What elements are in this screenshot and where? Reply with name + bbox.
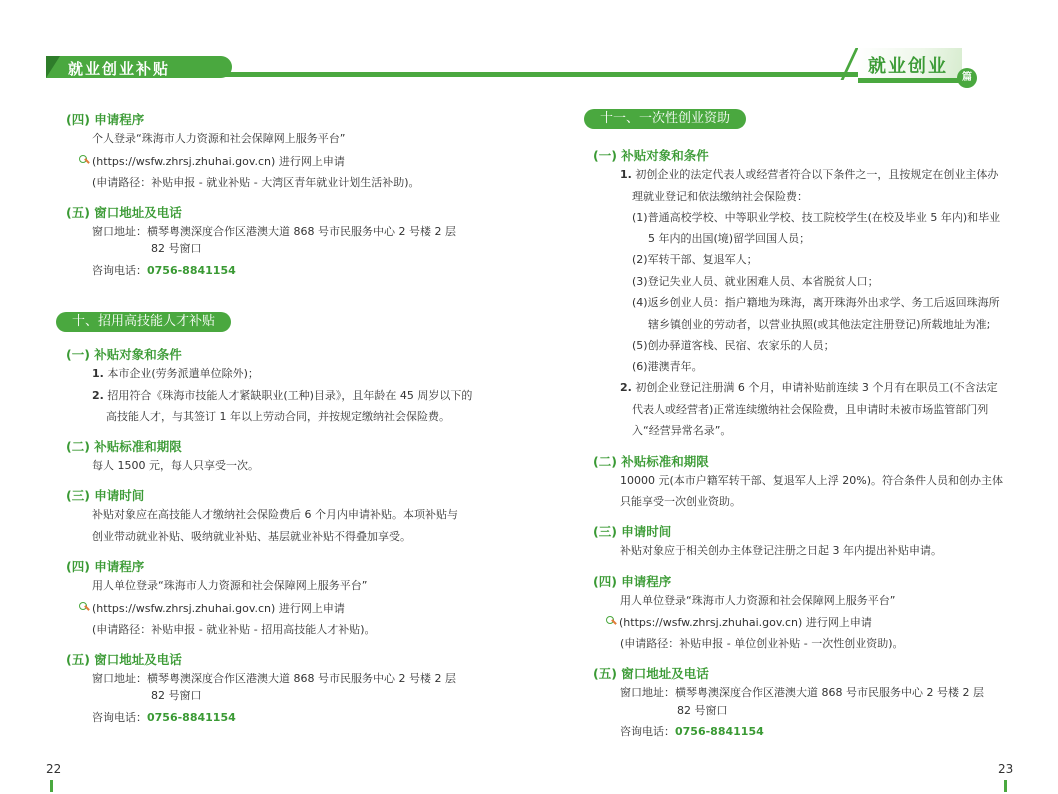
- right-b1-c5: (5)创办驿道客栈、民宿、农家乐的人员；: [632, 339, 835, 352]
- right-page-tick: [1004, 780, 1007, 792]
- left-s4-title: (四) 申请程序: [66, 112, 145, 127]
- left-a4-title: (四) 申请程序: [66, 559, 145, 574]
- left-a3-line2: 创业带动就业补贴、吸纳就业补贴、基层就业补贴不得叠加享受。: [92, 530, 411, 543]
- right-b4-line1: 用人单位登录“珠海市人力资源和社会保障网上服务平台”: [620, 594, 896, 607]
- left-s5-title: (五) 窗口地址及电话: [66, 205, 182, 220]
- left-s5-address-2: 82 号窗口: [151, 242, 202, 255]
- left-a5-address-2: 82 号窗口: [151, 689, 202, 702]
- right-b1-c4a: (4)返乡创业人员：指户籍地为珠海，离开珠海外出求学、务工后返回珠海所: [632, 296, 1000, 309]
- right-page-number: 23: [998, 762, 1014, 776]
- left-a5-phone: 咨询电话：0756-8841154: [92, 711, 236, 724]
- link-icon: [605, 615, 617, 627]
- right-b1-c1b: 5 年内的出国(境)留学回国人员；: [648, 232, 811, 245]
- left-s4-link-row: [78, 154, 345, 169]
- left-page-number: 22: [46, 762, 62, 776]
- right-b1-item1: 1. 初创企业的法定代表人或经营者符合以下条件之一，且按规定在创业主体办: [620, 168, 999, 181]
- left-a4-link-row: [78, 601, 345, 616]
- left-a4-url[interactable]: (https://wsfw.zhrsj.zhuhai.gov.cn) 进行网上申请: [92, 602, 345, 615]
- link-icon: [78, 601, 90, 613]
- left-a1-item2-cont: 高技能人才，与其签订 1 年以上劳动合同，并按规定缴纳社会保险费。: [106, 410, 450, 423]
- right-b1-item2-cont1: 代表人或经营者)正常连续缴纳社会保险费，且申请时未被市场监管部门列: [632, 403, 989, 416]
- right-b4-line3: (申请路径：补贴申报 - 单位创业补贴 - 一次性创业资助)。: [620, 637, 904, 650]
- right-b5-title: (五) 窗口地址及电话: [593, 666, 709, 681]
- left-a5-title: (五) 窗口地址及电话: [66, 652, 182, 667]
- right-b1-item2-cont2: 入“经营异常名录”。: [632, 424, 732, 437]
- left-s4-url[interactable]: (https://wsfw.zhrsj.zhuhai.gov.cn) 进行网上申请: [92, 155, 345, 168]
- right-b1-c2: (2)军转干部、复退军人；: [632, 253, 758, 266]
- left-a1-item2: 2. 招用符合《珠海市技能人才紧缺职业(工种)目录》，且年龄在 45 周岁以下的: [92, 389, 473, 402]
- right-b4-link-row: [605, 615, 872, 630]
- left-a2-line1: 每人 1500 元，每人只享受一次。: [92, 459, 259, 472]
- left-a4-line3: (申请路径：补贴申报 - 就业补贴 - 招用高技能人才补贴)。: [92, 623, 376, 636]
- right-b1-item1-cont: 理就业登记和依法缴纳社会保险费：: [632, 190, 808, 203]
- right-b1-c1a: (1)普通高校学校、中等职业学校、技工院校学生(在校及毕业 5 年内)和毕业: [632, 211, 1001, 224]
- header-rule-right: [529, 72, 859, 77]
- left-page-tick: [50, 780, 53, 792]
- right-b5-address-2: 82 号窗口: [677, 704, 728, 717]
- header-rule-left: [220, 72, 529, 77]
- left-s5-phone: 咨询电话：0756-8841154: [92, 264, 236, 277]
- right-b2-title: (二) 补贴标准和期限: [593, 454, 709, 469]
- right-b1-title: (一) 补贴对象和条件: [593, 148, 709, 163]
- left-a1-title: (一) 补贴对象和条件: [66, 347, 182, 362]
- right-b3-title: (三) 申请时间: [593, 524, 672, 539]
- right-b1-item2: 2. 初创企业登记注册满 6 个月，申请补贴前连续 3 个月有在职员工(不含法定: [620, 381, 998, 394]
- right-header-badge: 篇: [957, 68, 977, 88]
- left-a5-address: 窗口地址：横琴粤澳深度合作区港澳大道 868 号市民服务中心 2 号楼 2 层: [92, 672, 456, 685]
- right-b4-title: (四) 申请程序: [593, 574, 672, 589]
- left-header-title: 就业创业补贴: [68, 60, 171, 78]
- link-icon: [78, 154, 90, 166]
- left-a2-title: (二) 补贴标准和期限: [66, 439, 182, 454]
- right-b4-url[interactable]: (https://wsfw.zhrsj.zhuhai.gov.cn) 进行网上申请: [619, 616, 872, 629]
- right-header-title: 就业创业: [868, 56, 948, 77]
- left-s4-line3: (申请路径：补贴申报 - 就业补贴 - 大湾区青年就业计划生活补助)。: [92, 176, 420, 189]
- right-b2-line2: 只能享受一次创业资助。: [620, 495, 741, 508]
- section-10-pill: 十、招用高技能人才补贴: [56, 312, 231, 332]
- left-s4-line1: 个人登录“珠海市人力资源和社会保障网上服务平台”: [92, 132, 346, 145]
- left-s5-address: 窗口地址：横琴粤澳深度合作区港澳大道 868 号市民服务中心 2 号楼 2 层: [92, 225, 456, 238]
- left-a3-title: (三) 申请时间: [66, 488, 145, 503]
- left-a1-item1: 1. 本市企业(劳务派遣单位除外)；: [92, 367, 259, 380]
- right-b1-c3: (3)登记失业人员、就业困难人员、本省脱贫人口；: [632, 275, 879, 288]
- left-a4-line1: 用人单位登录“珠海市人力资源和社会保障网上服务平台”: [92, 579, 368, 592]
- right-b5-phone: 咨询电话：0756-8841154: [620, 725, 764, 738]
- right-b2-line1: 10000 元(本市户籍军转干部、复退军人上浮 20%)。符合条件人员和创办主体: [620, 474, 1004, 487]
- right-b1-c6: (6)港澳青年。: [632, 360, 703, 373]
- section-11-pill: 十一、一次性创业资助: [584, 109, 746, 129]
- right-b1-c4b: 辖乡镇创业的劳动者，以营业执照(或其他法定注册登记)所载地址为准;: [648, 318, 991, 331]
- right-b5-address: 窗口地址：横琴粤澳深度合作区港澳大道 868 号市民服务中心 2 号楼 2 层: [620, 686, 984, 699]
- right-b3-line1: 补贴对象应于相关创办主体登记注册之日起 3 年内提出补贴申请。: [620, 544, 942, 557]
- left-a3-line1: 补贴对象应在高技能人才缴纳社会保险费后 6 个月内申请补贴。本项补贴与: [92, 508, 458, 521]
